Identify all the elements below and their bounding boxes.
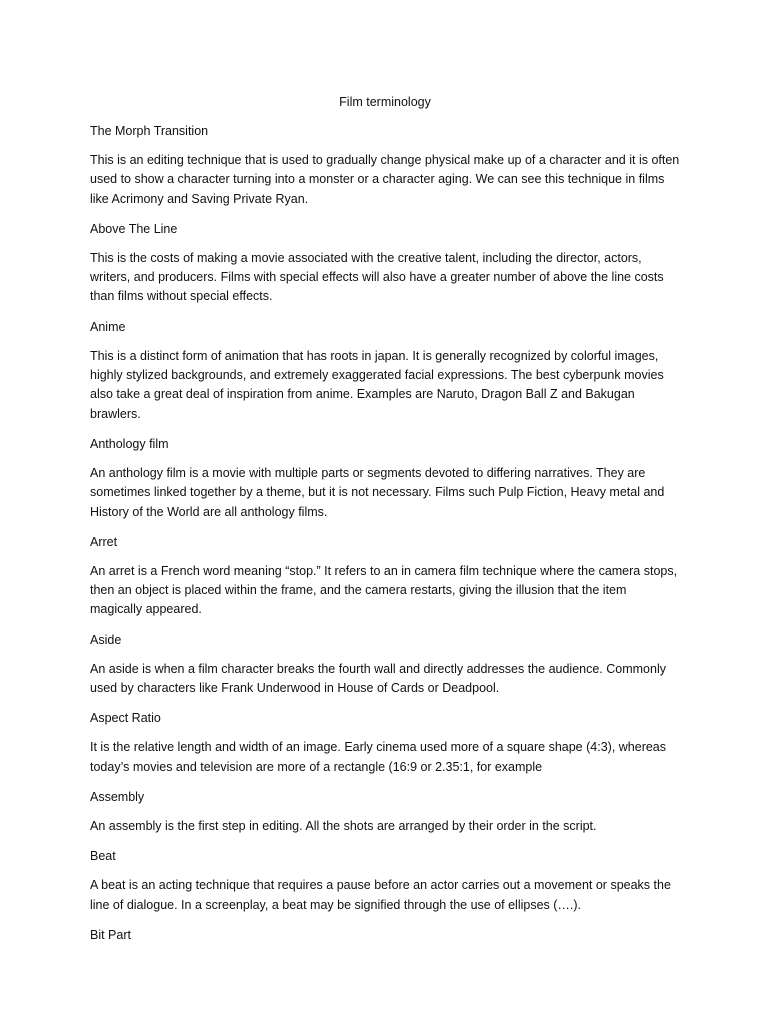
term-heading: The Morph Transition xyxy=(90,124,209,138)
term-definition: A beat is an acting technique that requires a pause before an actor carries out a movement or speaks the line of dialogue. In a screenplay, a beat may be signified through the use of ellipses (….). xyxy=(90,878,671,912)
term-definition: An aside is when a film character breaks the fourth wall and directly addresses the audience. Commonly used by characters like Frank Underwood in House of Cards or Deadpool. xyxy=(90,661,666,696)
term-definition: An arret is a French word meaning “stop.” It refers to an in camera film technique where the camera stops, then an object is placed within the frame, and the camera restarts, giving the illusion that the item magically appeared. xyxy=(90,563,678,617)
term-heading: Aspect Ratio xyxy=(90,711,161,726)
document-page xyxy=(90,93,680,955)
term-definition: This is the costs of making a movie associated with the creative talent, including the director, actors, writers, and producers. Films with special effects will also have a greater number of above the line costs than films without special effects. xyxy=(90,250,664,304)
term-definition: An assembly is the first step in editing. All the shots are arranged by their order in the script. xyxy=(90,818,597,833)
term-definition: This is an editing technique that is used to gradually change physical make up of a character and it is often used to show a character turning into a monster or a character aging. We can see this technique in films like Acrimony and Saving Private Ryan. xyxy=(90,153,680,206)
term-heading: Arret xyxy=(90,534,118,549)
term-heading: Aside xyxy=(90,632,122,647)
term-definition: This is a distinct form of animation that has roots in japan. It is generally recognized by colorful images, highly stylized backgrounds, and extremely exaggerated facial expressions. The best cyberpunk movies also take a great deal of inspiration from anime. Examples are Naruto, Dragon Ball Z and Bakugan brawlers. xyxy=(90,348,664,421)
term-heading: Bit Part xyxy=(90,927,131,942)
term-heading: Beat xyxy=(90,849,116,864)
document-title: Film terminology xyxy=(339,95,431,109)
term-definition: An anthology film is a movie with multiple parts or segments devoted to differing narratives. They are sometimes linked together by a theme, but it is not necessary. Films such Pulp Fiction, Heavy metal and History of the World are all anthology films. xyxy=(90,465,665,519)
term-heading: Anime xyxy=(90,319,126,334)
term-definition: It is the relative length and width of an image. Early cinema used more of a square shape (4:3), whereas today’s movies and television are more of a rectangle (16:9 or 2.35:1, for example xyxy=(90,740,667,774)
term-heading: Anthology film xyxy=(90,436,169,451)
term-heading: Assembly xyxy=(90,789,145,804)
term-heading: Above The Line xyxy=(90,221,178,236)
